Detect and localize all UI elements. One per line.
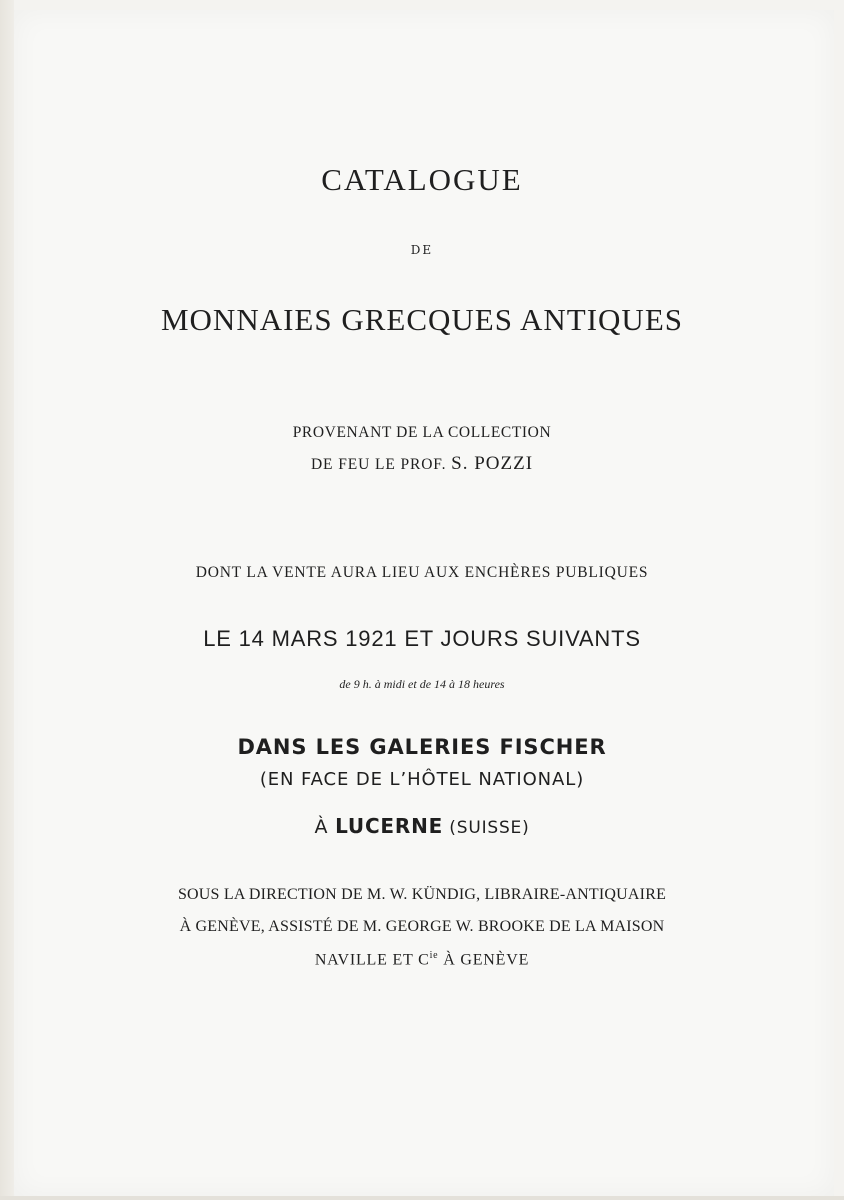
direction-line-2: À GENÈVE, ASSISTÉ DE M. GEORGE W. BROOKE DE LA MAISON — [179, 918, 665, 935]
provenance-prefix: DE FEU LE PROF. — [310, 456, 452, 473]
direction-line-3 — [0, 950, 844, 969]
page-bottom-edge — [0, 1196, 844, 1200]
venue-hotel: (EN FACE DE L’HÔTEL NATIONAL) — [259, 769, 585, 790]
provenance-line-2 — [0, 453, 844, 475]
catalogue-title: CATALOGUE — [321, 162, 523, 197]
venue-city — [0, 814, 844, 838]
sale-date: LE 14 MARS 1921 ET JOURS SUIVANTS — [203, 626, 641, 651]
sale-announcement: DONT LA VENTE AURA LIEU AUX ENCHÈRES PUBLIQUES — [195, 564, 649, 581]
provenance-line-1: PROVENANT DE LA COLLECTION — [292, 424, 552, 441]
venue-city-prefix: À — [314, 816, 336, 838]
direction-firm-suffix: À GENÈVE — [438, 951, 530, 969]
title-connector: DE — [410, 243, 434, 257]
sale-hours: de 9 h. à midi et de 14 à 18 heures — [339, 677, 505, 691]
direction-firm-prefix: NAVILLE ET C — [314, 951, 430, 969]
collector-name: S. POZZI — [451, 453, 534, 474]
venue-galeries: DANS LES GALERIES FISCHER — [237, 735, 607, 759]
venue-country: (SUISSE) — [443, 818, 530, 838]
catalogue-subject: MONNAIES GRECQUES ANTIQUES — [160, 302, 683, 337]
direction-line-1: SOUS LA DIRECTION DE M. W. KÜNDIG, LIBRAIRE-ANTIQUAIRE — [177, 886, 667, 903]
venue-city-name: LUCERNE — [335, 814, 444, 838]
direction-firm-sup: ie — [429, 950, 439, 961]
